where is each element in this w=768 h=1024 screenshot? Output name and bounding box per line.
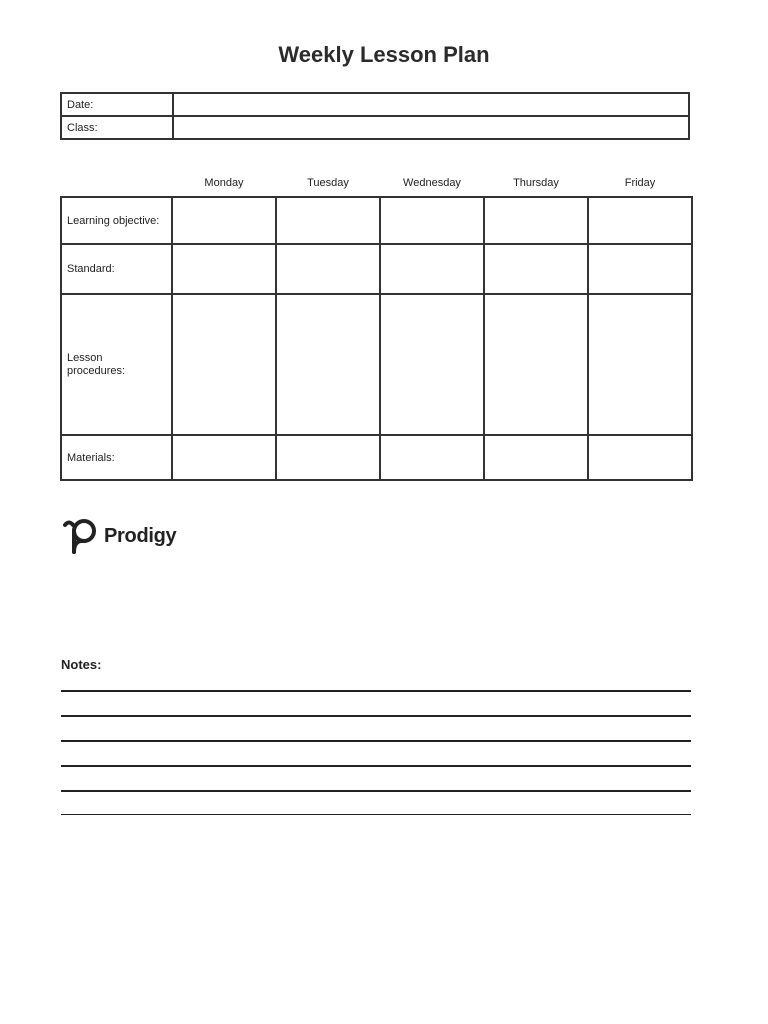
materials-friday-cell[interactable] <box>588 435 692 480</box>
materials-monday-cell[interactable] <box>172 435 276 480</box>
class-label: Class: <box>61 116 173 139</box>
lesson-plan-table <box>60 196 693 481</box>
note-line[interactable] <box>61 790 691 792</box>
standard-tuesday-cell[interactable] <box>276 244 380 294</box>
learning-objective-row <box>61 197 692 244</box>
standard-thursday-cell[interactable] <box>484 244 588 294</box>
learning-objective-tuesday-cell[interactable] <box>276 197 380 244</box>
standard-wednesday-cell[interactable] <box>380 244 484 294</box>
standard-friday-cell[interactable] <box>588 244 692 294</box>
prodigy-logo-icon <box>62 516 100 556</box>
learning-objective-monday-cell[interactable] <box>172 197 276 244</box>
prodigy-logo <box>62 516 176 556</box>
materials-tuesday-cell[interactable] <box>276 435 380 480</box>
learning-objective-wednesday-cell[interactable] <box>380 197 484 244</box>
materials-wednesday-cell[interactable] <box>380 435 484 480</box>
date-field[interactable] <box>173 93 689 116</box>
materials-row <box>61 435 692 480</box>
learning-objective-friday-cell[interactable] <box>588 197 692 244</box>
learning-objective-thursday-cell[interactable] <box>484 197 588 244</box>
standard-monday-cell[interactable] <box>172 244 276 294</box>
day-header-thursday: Thursday <box>513 177 559 189</box>
lesson-procedures-label: Lesson procedures: <box>61 294 172 435</box>
lesson-procedures-thursday-cell[interactable] <box>484 294 588 435</box>
standard-label: Standard: <box>61 244 172 294</box>
page-title: Weekly Lesson Plan <box>278 42 490 67</box>
lesson-procedures-wednesday-cell[interactable] <box>380 294 484 435</box>
note-line[interactable] <box>61 740 691 742</box>
standard-row <box>61 244 692 294</box>
day-header-monday: Monday <box>204 177 244 189</box>
day-header-tuesday: Tuesday <box>307 177 349 189</box>
day-header-wednesday: Wednesday <box>403 177 461 189</box>
class-field[interactable] <box>173 116 689 139</box>
lesson-procedures-tuesday-cell[interactable] <box>276 294 380 435</box>
day-header-friday: Friday <box>624 177 656 189</box>
info-table <box>60 92 690 140</box>
date-label: Date: <box>61 93 173 116</box>
materials-label: Materials: <box>61 435 172 480</box>
lesson-procedures-row <box>61 294 692 435</box>
notes-label: Notes: <box>61 657 102 672</box>
note-line[interactable] <box>61 715 691 717</box>
prodigy-logo-text: Prodigy <box>104 524 177 547</box>
learning-objective-label: Learning objective: <box>61 197 172 244</box>
note-line[interactable] <box>61 690 691 692</box>
lesson-procedures-monday-cell[interactable] <box>172 294 276 435</box>
lesson-procedures-friday-cell[interactable] <box>588 294 692 435</box>
class-row <box>61 116 689 139</box>
note-line[interactable] <box>61 765 691 767</box>
note-line[interactable] <box>61 814 691 815</box>
materials-thursday-cell[interactable] <box>484 435 588 480</box>
date-row <box>61 93 689 116</box>
